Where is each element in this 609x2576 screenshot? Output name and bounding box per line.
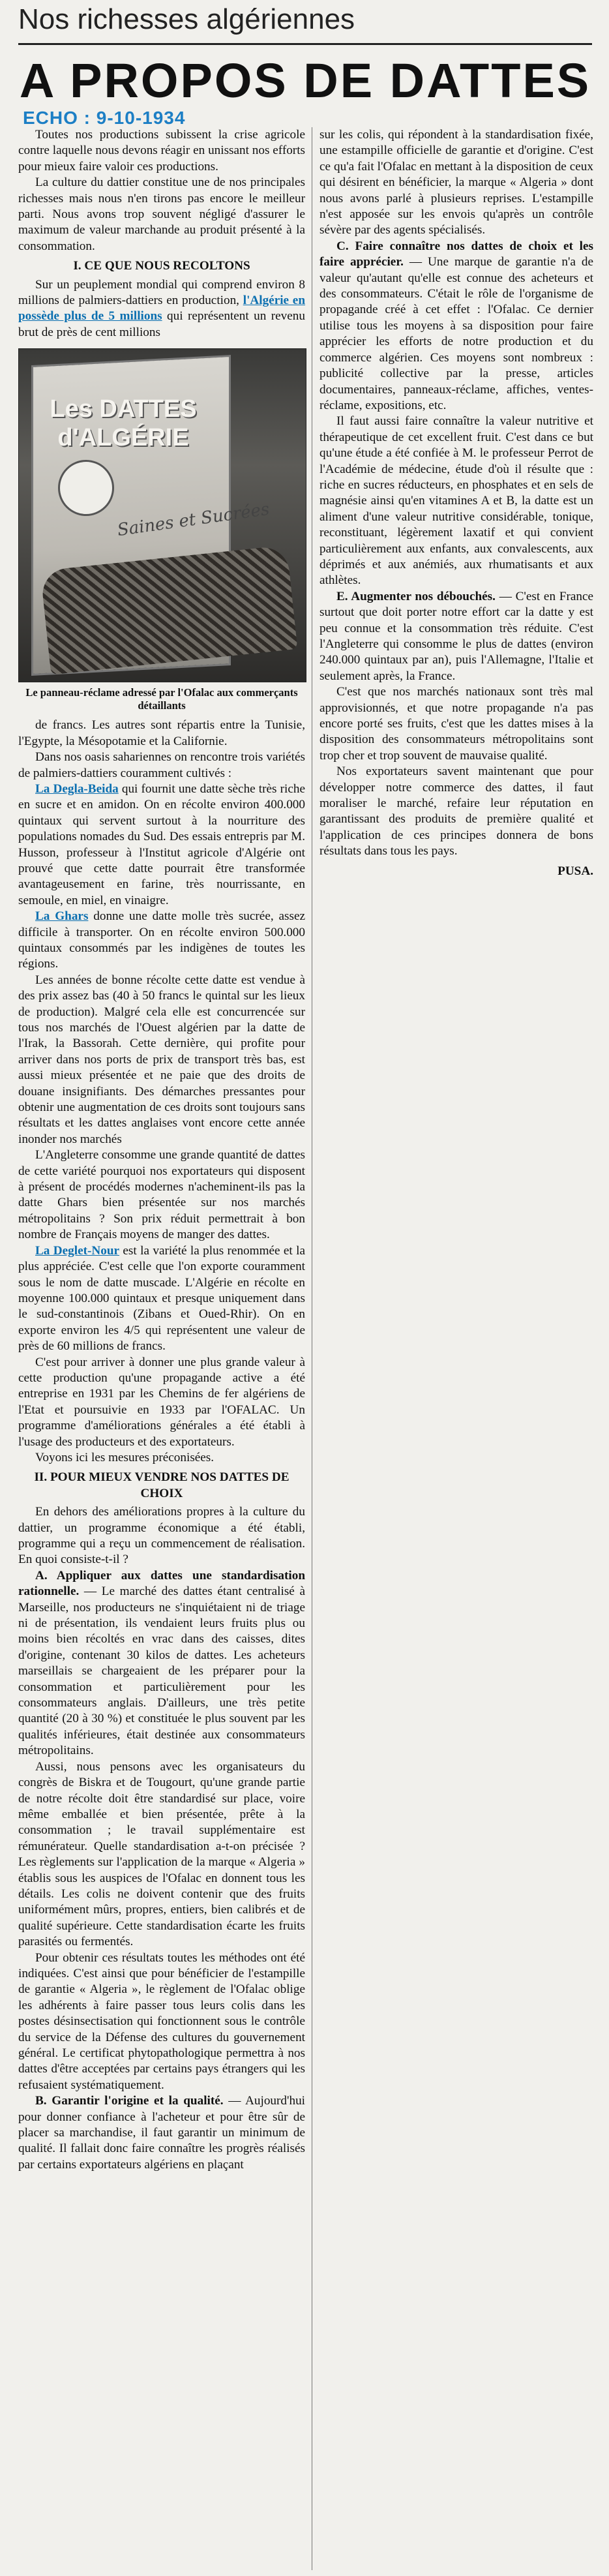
text-run: qui fournit une datte sèche très riche en sucre et en amidon. On en récolte environ 400.000 quintaux qui servent surtout à la nourriture des populations nomades du Sud. Des essais entrepris par M. Husson, professeur à l'Institut agricole d'Algérie ont prouvé que cette datte pourrait être transformée avantageusement en farine, très nourrissante, en semoule, en miel, en vinaigre.	[18, 781, 305, 907]
paragraph: C'est pour arriver à donner une plus grande valeur à cette production qu'une propagande active a été entreprise en 1931 par les Chemins de fer algériens de l'Etat et poursuivie en 1933 par l'OFALAC. Un programme d'améliorations générales a été établi à l'usage des producteurs et des exportateurs.	[18, 1355, 305, 1449]
paragraph	[319, 239, 593, 414]
text-run: — Une marque de garantie n'a de valeur qu'autant qu'elle est connue des acheteurs et des consommateurs. C'était le rôle de l'organisme de propagande créé à cet effet : l'Ofalac. Ce dernier utilise tous les moyens à sa disposition pour faire apprécier les efforts de notre production et du commerce algérien. Ces moyens sont nombreux : publicité collective par la presse, articles documentaires, panneaux-réclame, affiches, ventes-réclame, expositions, etc.	[319, 255, 594, 412]
paragraph	[18, 277, 305, 341]
poster-slogan: Saines et Sucrées	[116, 500, 271, 541]
paragraph: Il faut aussi faire connaître la valeur nutritive et thérapeutique de cet excellent fruit. C'est dans ce but qu'une étude a été confiée à M. le professeur Perrot de l'Académie de médecine, étude d'où il résulte que : riche en sucres réducteurs, en phosphates et en sels de magnésie ainsi qu'en vitamines A et B, la datte est un aliment d'une valeur nutritive considérable, tonique, reconstituant, légèrement laxatif et qui convient particulièrement aux enfants, aux convalescents, aux déprimés et aux anémiés, aux rhumatisants et aux athlètes.	[319, 414, 593, 588]
text-run: — Aujourd'hui pour donner confiance à l'acheteur et pour être sûr de placer sa marchandise, il faut garantir un minimum de qualité. Il fallait donc faire connaître les progrès réalisés par certains exportateurs algériens en plaçant	[18, 2094, 305, 2172]
section-rubric: Nos richesses algériennes	[18, 0, 592, 45]
paragraph	[18, 1243, 305, 1355]
paragraph: La culture du dattier constitue une de nos principales richesses mais nous n'en tirons pas encore le meilleur parti. Nous avons trop souvent négligé d'assurer le maximum de valeur marchande au produit présenté à la consommation.	[18, 175, 305, 253]
subheading: C. Faire connaître nos dattes de choix et les faire apprécier.	[319, 239, 593, 269]
section-heading: II. POUR MIEUX VENDRE NOS DATTES DE CHOIX	[34, 1470, 290, 1500]
paragraph	[18, 1568, 305, 1759]
paragraph: Aussi, nous pensons avec les organisateurs du congrès de Biskra et de Tougourt, qu'une grande partie de notre récolte doit être standardisé sur place, voire même emballée et bien présentée, prête à la consommation ; le travail supplémentaire est rémunérateur. Quelle standardisation a-t-on précisée ? Les règlements sur l'application de la marque « Algeria » établis sous les auspices de l'Ofalac en donnent tous les détails. Les colis ne doivent contenir que des fruits uniformément mûrs, propres, entiers, bien calibrés et de qualité supérieure. Cette standardisation écarte les fruits parasités ou fermentés.	[18, 1759, 305, 1949]
variety-name: La Deglet-Nour	[35, 1243, 120, 1258]
text-run: est la variété la plus renommée et la plus appréciée. C'est celle que l'on exporte couramment sous le nom de datte muscade. L'Algérie en récolte en moyenne 100.000 quintaux et presque uniquement dans le sud-constantinois (Zibans et Oued-Rhir). On en exporte environ les 4/5 qui représentent une valeur de près de 60 millions de francs.	[18, 1243, 305, 1354]
subheading: E. Augmenter nos débouchés.	[336, 589, 496, 603]
text-run: — Le marché des dattes étant centralisé à Marseille, nos producteurs ne s'inquiétaient ni de triage ni de présentation, ils vendaient leurs fruits plus ou moins bien récoltés en vrac dans des caisses, dites d'origine, contenant 30 kilos de dattes. Les acheteurs marseillais se chargeaient de les préparer pour la consommation et particulièrement pour les consommateurs anglais. D'ailleurs, une très petite quantité (20 à 30 %) et constituée le plus souvent par les qualités inférieures, était destinée aux consommateurs métropolitains.	[18, 1584, 305, 1758]
variety-name: La Ghars	[35, 909, 89, 924]
paragraph: Toutes nos productions subissent la crise agricole contre laquelle nous devons réagir en unissant nos efforts pour mieux faire valoir ces productions.	[18, 128, 305, 174]
paragraph: L'Angleterre consomme une grande quantité de dattes de cette variété pourquoi nos exportateurs qui disposent à présent de procédés modernes n'acheminent-ils pas la datte Ghars bien présentée sur nos marchés métropolitains ? Son prix réduit permettrait à bon nombre de Français moyens de manger des dattes.	[18, 1148, 305, 1242]
paragraph: Les années de bonne récolte cette datte est vendue à des prix assez bas (40 à 50 francs le quintal sur les lieux de production). Malgré cela elle est concurrencée sur tous nos marchés de l'Ouest algérien par la datte de l'Irak, la Bassorah. Cette dernière, qui profite pour arriver dans nos ports de prix de transport très bas, est aussi mieux présentée et ne paie que des droits de douane insignifiants. Des démarches pressantes pour obtenir une augmentation de ces droits sont toujours sans résultats et les dattes anglaises vont encore cette année inonder nos marchés	[18, 973, 305, 1146]
text-run: — C'est en France surtout que doit porter notre effort car la datte y est peu connue et la consommation très réduite. C'est l'Angleterre qui consomme le plus de dattes (environ 240.000 quintaux par an), puis l'Allemagne, l'Italie et seulement après, la France.	[319, 589, 593, 683]
paragraph: Pour obtenir ces résultats toutes les méthodes ont été indiquées. C'est ainsi que pour bénéficier de l'estampille de garantie « Algeria », le règlement de l'Ofalac oblige les adhérents à faire passer tous leurs colis dans les postes désinsectisation qui fonctionnent sous le contrôle du service de la Défense des cultures du gouvernement général. Le certificat phytopathologique permettra à nos dattes d'être acceptées par certains pays étrangers qui les refusaient systématiquement.	[18, 1950, 305, 2092]
paragraph: C'est que nos marchés nationaux sont très mal approvisionnés, et que notre propagande n'a pas encore porté ses fruits, c'est que les dattes mises à la disposition des consommateurs métropolitains sont trop cher et trop souvent de mauvaise qualité.	[319, 685, 593, 763]
paragraph	[18, 781, 305, 909]
paragraph	[18, 909, 305, 973]
paragraph: sur les colis, qui répondent à la standardisation fixée, une estampille officielle de garantie et d'origine. C'est ce qu'a fait l'Ofalac en mettant à la disposition de ceux qui désirent en bénéficier, la marque « Algeria » dont nous avons parlé à plusieurs reprises. L'estampille n'est apposée sur les envois qu'après un contrôle sévère par des agents spécialisés.	[319, 128, 593, 237]
algeria-badge-icon	[58, 460, 114, 516]
paragraph	[18, 2093, 305, 2173]
paragraph	[319, 589, 593, 684]
article-header	[18, 0, 592, 110]
headline: A PROPOS DE DATTES	[19, 53, 591, 108]
advertising-poster-photo	[18, 348, 306, 682]
subheading: B. Garantir l'origine et la qualité.	[35, 2094, 224, 2108]
date-stamp: ECHO : 9-10-1934	[23, 108, 186, 128]
paragraph: Nos exportateurs savent maintenant que pour développer notre commerce des dattes, il faut moraliser le marché, refaire leur réputation en garantissant des produits de première qualité et l'application de ces principes donnera de bons résultats dans tous les pays.	[319, 765, 593, 858]
author-signature: PUSA.	[557, 864, 593, 878]
paragraph: Dans nos oasis sahariennes on rencontre trois variétés de palmiers-dattiers couramment cultivés :	[18, 750, 305, 780]
left-column	[18, 127, 305, 2173]
text-run: qui représentent un revenu brut de près de cent millions	[18, 309, 305, 339]
variety-name: La Degla-Beida	[35, 781, 119, 796]
highlighted-text: l'Algérie en possède plus de 5 millions	[18, 294, 305, 324]
poster-title: Les DATTES d'ALGÉRIE	[50, 395, 197, 452]
paragraph: En dehors des améliorations propres à la culture du dattier, un programme économique a été établi, programme qui a reçu un commencement de réalisation. En quoi consiste-t-il ?	[18, 1505, 305, 1567]
paragraph: de francs. Les autres sont répartis entre la Tunisie, l'Egypte, la Mésopotamie et la Californie.	[18, 718, 305, 748]
section-heading: I. CE QUE NOUS RECOLTONS	[73, 259, 250, 273]
photo-caption: Le panneau-réclame adressé par l'Ofalac aux commerçants détaillants	[25, 686, 298, 712]
text-run: donne une datte molle très sucrée, assez difficile à transporter. On en récolte environ 500.000 quintaux consommés par les indigènes de toutes les régions.	[18, 909, 305, 971]
subheading: A. Appliquer aux dattes une standardisation rationnelle.	[18, 1568, 305, 1599]
text-run: Sur un peuplement mondial qui comprend environ 8 millions de palmiers-dattiers en production,	[18, 277, 305, 308]
paragraph: Voyons ici les mesures préconisées.	[35, 1450, 215, 1464]
right-column	[319, 127, 593, 879]
